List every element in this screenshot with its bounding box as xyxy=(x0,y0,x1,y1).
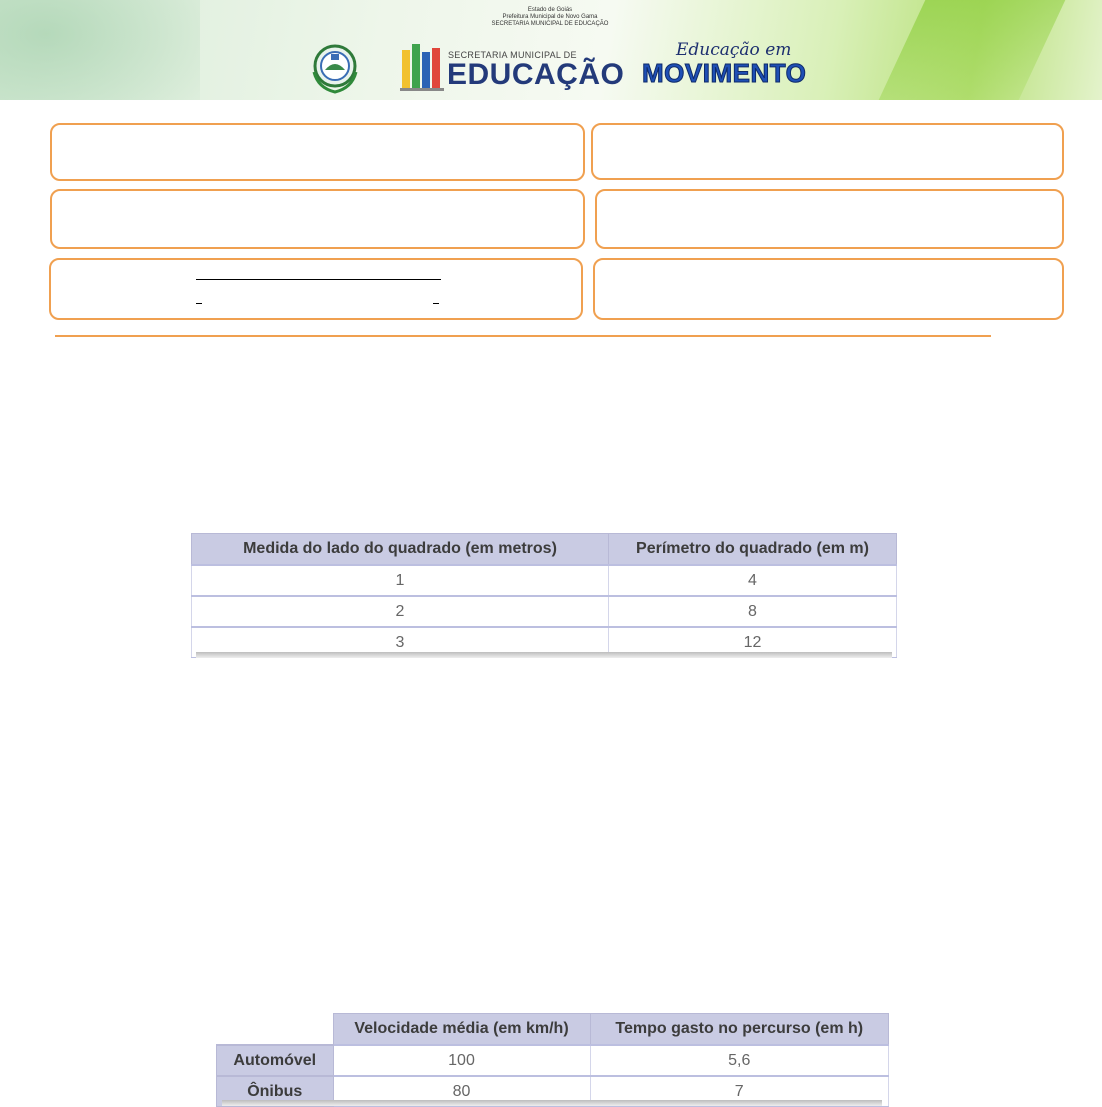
column-header: Medida do lado do quadrado (em metros) xyxy=(192,534,609,566)
table-shadow xyxy=(222,1100,882,1106)
education-logo-caption: SECRETARIA MUNICIPAL DE xyxy=(448,50,577,60)
table-cell: 1 xyxy=(192,565,609,596)
municipal-crest-icon xyxy=(308,42,362,94)
column-header: Velocidade média (em km/h) xyxy=(333,1014,590,1046)
table-cell: 100 xyxy=(333,1045,590,1076)
blank-line-tick xyxy=(196,303,202,304)
form-field-box[interactable] xyxy=(595,189,1064,249)
table-cell: 4 xyxy=(609,565,897,596)
row-header: Automóvel xyxy=(217,1045,334,1076)
empty-corner-cell xyxy=(217,1014,334,1046)
table-cell: 5,6 xyxy=(590,1045,889,1076)
movement-logo-title: MOVIMENTO xyxy=(642,58,807,88)
form-field-box[interactable] xyxy=(49,258,583,320)
column-header: Tempo gasto no percurso (em h) xyxy=(590,1014,889,1046)
table-header-row xyxy=(192,534,897,566)
table-cell: 7 xyxy=(590,1076,889,1107)
banner-decoration-left xyxy=(0,0,200,100)
form-field-box[interactable] xyxy=(50,189,585,249)
movement-logo-caption: Educação em xyxy=(676,40,792,60)
table-row xyxy=(192,596,897,627)
form-field-box[interactable] xyxy=(593,258,1064,320)
table-cell: 12 xyxy=(609,627,897,658)
header-line-state: Estado de Goiás xyxy=(527,7,573,13)
table-shadow xyxy=(196,652,892,658)
form-field-box[interactable] xyxy=(50,123,585,181)
table-cell: 2 xyxy=(192,596,609,627)
table-row xyxy=(217,1045,889,1076)
square-perimeter-table xyxy=(191,533,897,658)
section-divider xyxy=(55,335,991,337)
education-logo-title: EDUCAÇÃO xyxy=(447,58,625,91)
header-institution-text xyxy=(470,7,630,28)
header-banner xyxy=(0,0,1102,100)
row-header: Ônibus xyxy=(217,1076,334,1107)
table-row xyxy=(192,565,897,596)
table-header-row xyxy=(217,1014,889,1046)
table-cell: 3 xyxy=(192,627,609,658)
table-cell: 80 xyxy=(333,1076,590,1107)
header-line-secretariat: SECRETARIA MUNICIPAL DE EDUCAÇÃO xyxy=(491,21,609,27)
blank-line xyxy=(196,279,441,280)
banner-decoration-right xyxy=(860,0,1084,100)
speed-time-table xyxy=(216,1013,889,1107)
form-field-box[interactable] xyxy=(591,123,1064,180)
table-cell: 8 xyxy=(609,596,897,627)
header-line-prefecture: Prefeitura Municipal de Novo Gama xyxy=(502,14,598,20)
column-header: Perímetro do quadrado (em m) xyxy=(609,534,897,566)
blank-line-tick xyxy=(433,303,439,304)
